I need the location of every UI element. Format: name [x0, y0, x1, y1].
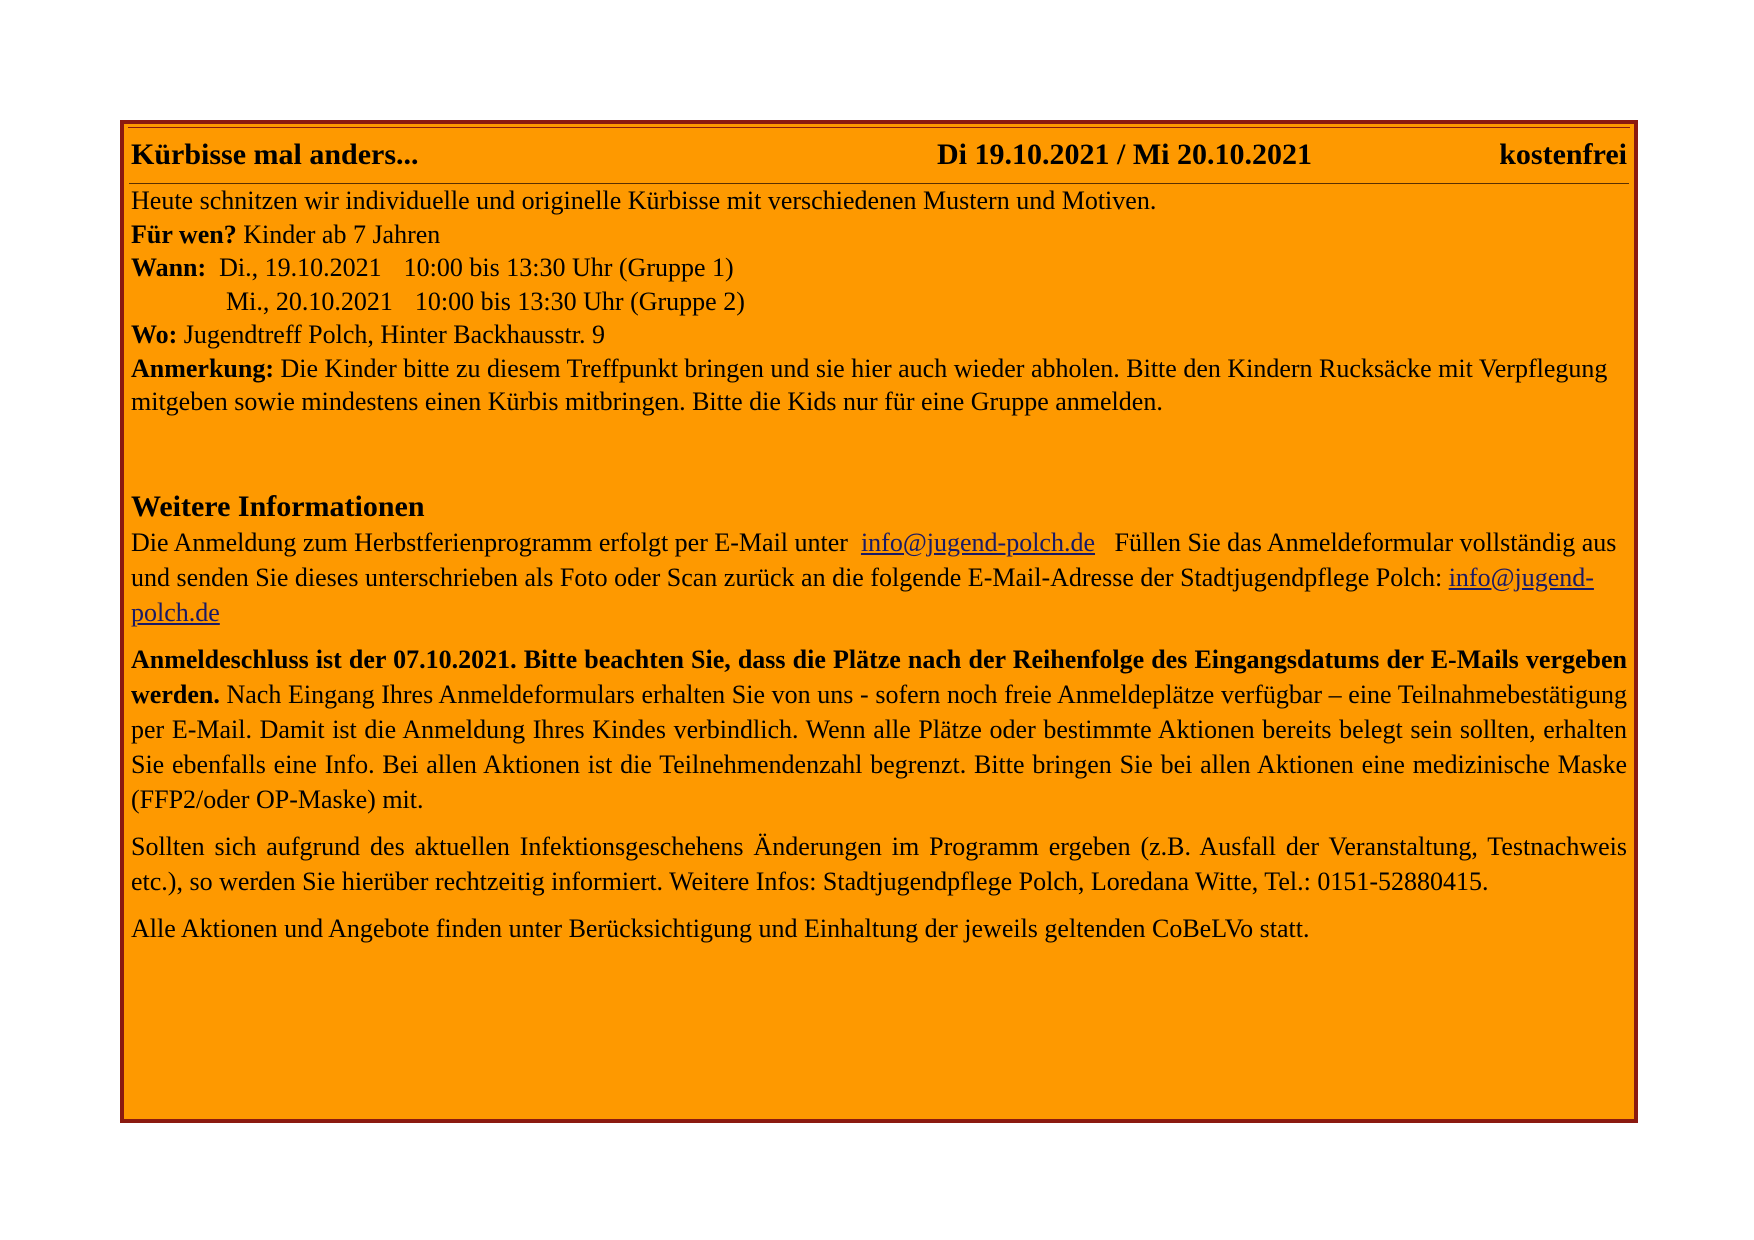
deadline-paragraph: [129, 642, 1629, 817]
event-dates: Di 19.10.2021 / Mi 20.10.2021: [937, 138, 1312, 171]
event-card: [120, 120, 1638, 1123]
where-value: Jugendtreff Polch, Hinter Backhausstr. 9: [177, 320, 605, 349]
event-description: Heute schnitzen wir individuelle und originelle Kürbisse mit verschiedenen Mustern und Motiven.: [131, 186, 1157, 215]
registration-text-1: Die Anmeldung zum Herbstferienprogramm erfolgt per E-Mail unter: [131, 527, 861, 557]
for-whom-line: [129, 218, 1629, 252]
event-price: kostenfrei: [1499, 138, 1627, 171]
registration-paragraph: [129, 525, 1629, 630]
changes-paragraph: Sollten sich aufgrund des aktuellen Infektionsgeschehens Änderungen im Programm ergeben (z.B. Ausfall der Veranstaltung, Testnachweis etc.), so werden Sie hierüber rechtzeitig informiert. Weitere Infos: Stadtjugendpflege Polch, Loredana Witte, Tel.: 0151-52880415.: [131, 831, 1627, 896]
event-title: Kürbisse mal anders...: [131, 138, 419, 171]
note-label: Anmerkung:: [131, 353, 275, 383]
for-whom-label: Für wen?: [131, 219, 237, 249]
when-1-time: 10:00 bis 13:30 Uhr (Gruppe 1): [403, 253, 734, 282]
where-line: [129, 318, 1629, 352]
email-link-2[interactable]: info@jugend-polch.de: [131, 562, 1594, 627]
registration-text-2: Füllen Sie das Anmeldeformular vollständig aus und senden Sie dieses unterschrieben als Foto oder Scan zurück an die folgende E-Mail-Adresse der Stadtjugendpflege Polch:: [131, 527, 1623, 592]
when-1-day: Di., 19.10.2021: [219, 253, 382, 282]
when-line-1: [129, 251, 1629, 285]
note-value: Die Kinder bitte zu diesem Treffpunkt bringen und sie hier auch wieder abholen. Bitte den Kindern Rucksäcke mit Verpflegung mitgeben sowie mindestens einen Kürbis mitbringen. Bitte die Kids nur für eine Gruppe anmelden.: [131, 353, 1608, 416]
note-paragraph: [129, 352, 1629, 419]
more-info-heading: Weitere Informationen: [131, 489, 425, 523]
where-label: Wo:: [131, 320, 178, 349]
when-2-day: Mi., 20.10.2021: [226, 286, 393, 316]
email-link-1[interactable]: info@jugend-polch.de: [860, 527, 1096, 557]
deadline-text: Nach Eingang Ihres Anmeldeformulars erhalten Sie von uns - sofern noch freie Anmeldeplätze verfügbar – eine Teilnahmebestätigung per E-Mail. Damit ist die Anmeldung Ihres Kindes verbindlich. Wenn alle Plätze oder bestimmte Aktionen bereits belegt sein sollten, erhalten Sie ebenfalls eine Info. Bei allen Aktionen ist die Teilnehmendenzahl begrenzt. Bitte bringen Sie bei allen Aktionen eine medizinische Maske (FFP2/oder OP-Maske) mit.: [131, 679, 1627, 814]
when-label: Wann:: [131, 253, 207, 282]
event-header: [129, 132, 1629, 184]
card-inner-rule: [128, 127, 1630, 128]
for-whom-value: Kinder ab 7 Jahren: [236, 219, 441, 249]
cobelvo-paragraph: Alle Aktionen und Angebote finden unter Berücksichtigung und Einhaltung der jeweils geltenden CoBeLVo statt.: [131, 913, 1310, 943]
when-2-time: 10:00 bis 13:30 Uhr (Gruppe 2): [414, 286, 745, 316]
deadline-bold: Anmeldeschluss ist der 07.10.2021. Bitte beachten Sie, dass die Plätze nach der Reihenfolge des Eingangsdatums der E-Mails vergeben werden.: [131, 644, 1627, 709]
when-line-2: [129, 285, 1629, 319]
